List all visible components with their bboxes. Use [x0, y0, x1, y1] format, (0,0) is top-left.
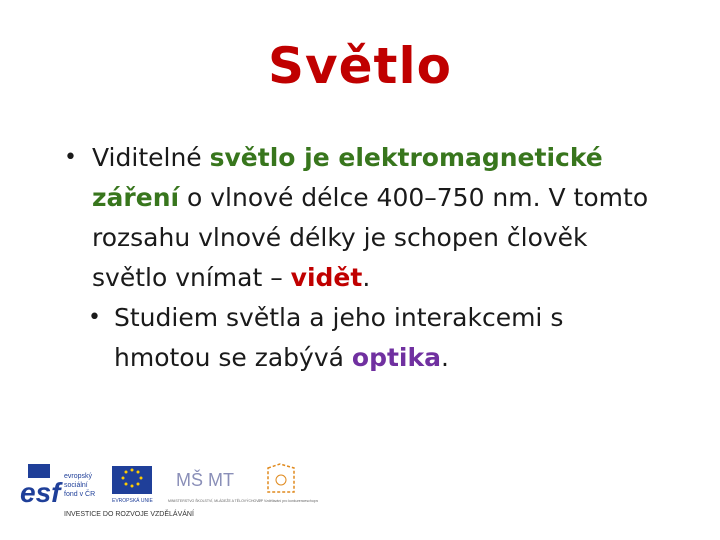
esf-sub-1: evropský: [64, 473, 93, 480]
esf-logo: [20, 464, 95, 508]
highlight-see: vidět: [290, 263, 363, 292]
text-segment: Viditelné: [92, 143, 210, 172]
highlight-definition: světlo je elektromagnetické záření: [92, 143, 603, 212]
text-segment: o vlnové délce 400–750 nm. V tomto rozsahu vlnové délky je schopen člověk světlo vnímat –: [92, 183, 649, 292]
eu-caption: EVROPSKÁ UNIE: [112, 498, 153, 504]
text-segment: .: [441, 343, 449, 372]
op-caption: OP Vzdělávání pro konkurenceschopnost: [258, 499, 318, 503]
esf-sub-3: fond v ČR: [64, 491, 96, 498]
bullet-item-1: [64, 138, 664, 298]
eu-flag-logo: [112, 466, 154, 504]
bullet-dot: •: [64, 145, 77, 170]
slide-body: [64, 138, 664, 378]
msmt-caption: MINISTERSTVO ŠKOLSTVÍ, MLÁDEŽE A TĚLOVÝCHOVY: [168, 499, 261, 503]
highlight-optics: optika: [351, 343, 441, 372]
text-segment: .: [362, 263, 371, 292]
msmt-logo-text: MŠ MT: [176, 470, 234, 490]
op-vk-logo: [258, 464, 318, 503]
logo-strip: [18, 462, 318, 528]
esf-sub-2: sociální: [64, 482, 88, 489]
text-segment: Studiem světla a jeho interakcemi s hmotou se zabývá: [114, 303, 564, 372]
esf-logo-text: esf: [20, 477, 61, 508]
logos-svg: [18, 462, 318, 512]
footer-caption: INVESTICE DO ROZVOJE VZDĚLÁVÁNÍ: [64, 511, 194, 518]
bullet-dot: •: [88, 305, 101, 330]
msmt-logo: [168, 469, 262, 503]
slide-title: Světlo: [268, 37, 452, 95]
bullet-item-2: [64, 298, 664, 378]
